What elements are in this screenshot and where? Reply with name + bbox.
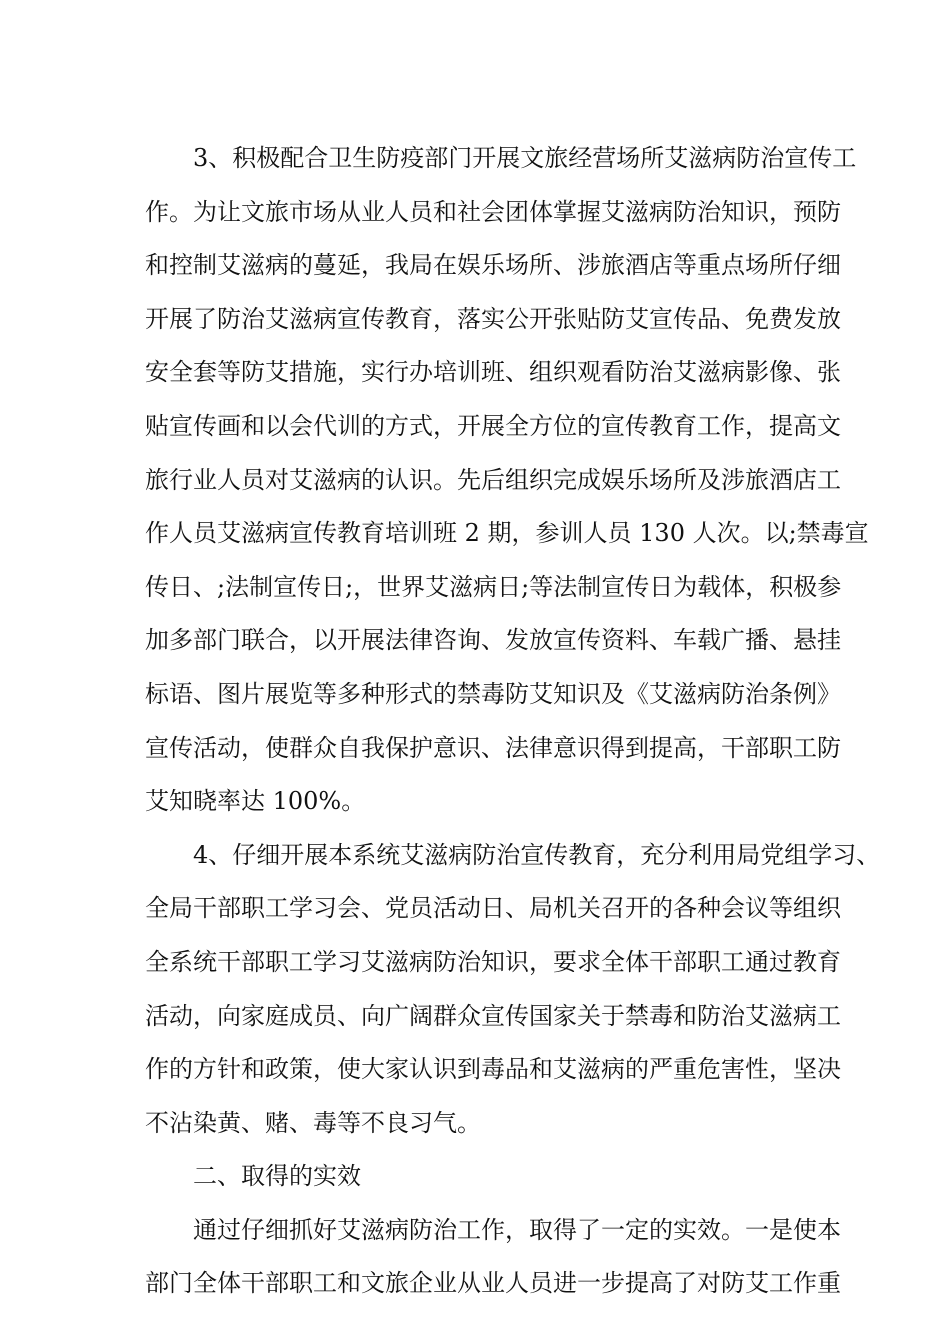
paragraph-line: 全系统干部职工学习艾滋病防治知识，要求全体干部职工通过教育 <box>145 947 841 976</box>
paragraph-line: 开展了防治艾滋病宣传教育，落实公开张贴防艾宣传品、免费发放 <box>145 304 841 333</box>
paragraph-results <box>145 1204 841 1311</box>
paragraph-line: 4、仔细开展本系统艾滋病防治宣传教育，充分利用局党组学习、 <box>193 840 881 869</box>
paragraph-line: 通过仔细抓好艾滋病防治工作，取得了一定的实效。一是使本 <box>193 1215 841 1244</box>
paragraph-line: 安全套等防艾措施，实行办培训班、组织观看防治艾滋病影像、张 <box>145 358 841 387</box>
paragraph-line: 3、积极配合卫生防疫部门开展文旅经营场所艾滋病防治宣传工 <box>193 144 857 172</box>
paragraph-line: 全局干部职工学习会、党员活动日、局机关召开的各种会议等组织 <box>145 894 841 923</box>
paragraph-line: 加多部门联合，以开展法律咨询、发放宣传资料、车载广播、悬挂 <box>145 626 841 655</box>
section-heading: 二、取得的实效 <box>193 1162 361 1191</box>
document-body <box>145 132 881 1311</box>
paragraph-line: 和控制艾滋病的蔓延，我局在娱乐场所、涉旅酒店等重点场所仔细 <box>145 251 841 280</box>
paragraph-line: 贴宣传画和以会代训的方式，开展全方位的宣传教育工作，提高文 <box>145 411 841 440</box>
paragraph-4 <box>145 829 881 1151</box>
paragraph-line: 作人员艾滋病宣传教育培训班 2 期，参训人员 130 人次。以;禁毒宣 <box>145 519 869 548</box>
paragraph-line: 标语、图片展览等多种形式的禁毒防艾知识及《艾滋病防治条例》 <box>145 679 841 708</box>
paragraph-line: 艾知晓率达 100%。 <box>145 787 366 816</box>
paragraph-line: 作的方针和政策，使大家认识到毒品和艾滋病的严重危害性，坚决 <box>145 1055 841 1084</box>
paragraph-line: 部门全体干部职工和文旅企业从业人员进一步提高了对防艾工作重 <box>145 1269 841 1298</box>
paragraph-3 <box>145 132 869 829</box>
paragraph-line: 传日、;法制宣传日;，世界艾滋病日;等法制宣传日为载体，积极参 <box>145 572 842 601</box>
paragraph-line: 不沾染黄、赌、毒等不良习气。 <box>145 1108 481 1137</box>
paragraph-line: 旅行业人员对艾滋病的认识。先后组织完成娱乐场所及涉旅酒店工 <box>145 465 841 494</box>
paragraph-line: 作。为让文旅市场从业人员和社会团体掌握艾滋病防治知识，预防 <box>145 197 841 226</box>
paragraph-line: 宣传活动，使群众自我保护意识、法律意识得到提高，干部职工防 <box>145 733 841 762</box>
paragraph-line: 活动，向家庭成员、向广阔群众宣传国家关于禁毒和防治艾滋病工 <box>145 1001 841 1030</box>
